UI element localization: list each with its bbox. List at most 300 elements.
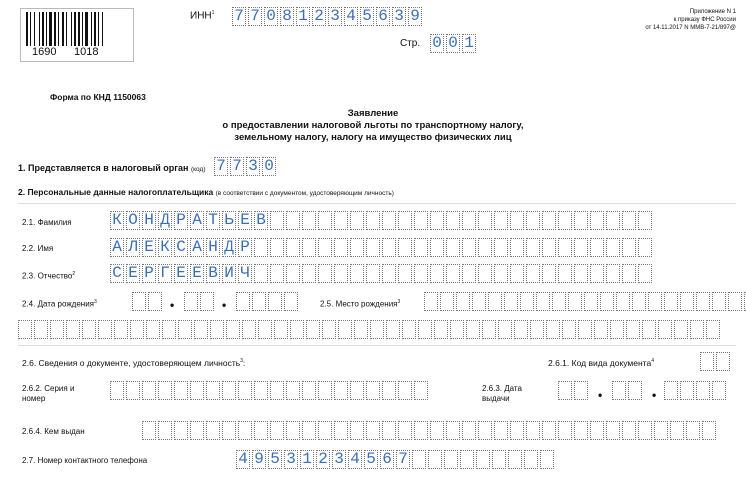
char-cell[interactable]: 1	[462, 34, 476, 53]
char-cell[interactable]	[446, 238, 460, 257]
surname-cells[interactable]	[110, 211, 654, 230]
char-cell[interactable]	[286, 238, 300, 257]
char-cell[interactable]	[306, 320, 320, 339]
char-cell[interactable]	[402, 320, 416, 339]
char-cell[interactable]	[174, 381, 188, 400]
char-cell[interactable]	[552, 292, 566, 311]
char-cell[interactable]	[98, 320, 112, 339]
char-cell[interactable]	[286, 421, 300, 440]
char-cell[interactable]	[242, 320, 256, 339]
char-cell[interactable]	[446, 211, 460, 230]
char-cell[interactable]: И	[222, 264, 236, 283]
char-cell[interactable]	[610, 320, 624, 339]
char-cell[interactable]	[350, 421, 364, 440]
char-cell[interactable]	[286, 381, 300, 400]
char-cell[interactable]	[542, 264, 556, 283]
char-cell[interactable]: Р	[238, 238, 252, 257]
char-cell[interactable]	[476, 450, 490, 469]
char-cell[interactable]	[382, 238, 396, 257]
char-cell[interactable]	[622, 211, 636, 230]
char-cell[interactable]: 6	[376, 7, 390, 26]
char-cell[interactable]	[574, 421, 588, 440]
char-cell[interactable]: 7	[230, 157, 244, 176]
char-cell[interactable]	[492, 450, 506, 469]
char-cell[interactable]: Л	[126, 238, 140, 257]
char-cell[interactable]	[366, 264, 380, 283]
char-cell[interactable]	[664, 381, 678, 400]
char-cell[interactable]: 1	[296, 7, 310, 26]
char-cell[interactable]	[654, 421, 668, 440]
char-cell[interactable]	[520, 292, 534, 311]
char-cell[interactable]	[274, 320, 288, 339]
char-cell[interactable]	[670, 421, 684, 440]
char-cell[interactable]	[334, 264, 348, 283]
char-cell[interactable]	[174, 421, 188, 440]
char-cell[interactable]	[712, 292, 726, 311]
char-cell[interactable]: В	[206, 264, 220, 283]
char-cell[interactable]: 4	[236, 450, 250, 469]
char-cell[interactable]	[126, 381, 140, 400]
char-cell[interactable]	[366, 211, 380, 230]
char-cell[interactable]	[428, 450, 442, 469]
char-cell[interactable]	[206, 421, 220, 440]
char-cell[interactable]: Г	[158, 264, 172, 283]
char-cell[interactable]	[510, 238, 524, 257]
char-cell[interactable]	[254, 264, 268, 283]
series-number-cells[interactable]	[110, 381, 430, 400]
char-cell[interactable]	[494, 421, 508, 440]
char-cell[interactable]: Д	[222, 238, 236, 257]
char-cell[interactable]	[200, 292, 214, 311]
char-cell[interactable]	[612, 381, 626, 400]
char-cell[interactable]	[440, 292, 454, 311]
char-cell[interactable]: А	[110, 238, 124, 257]
char-cell[interactable]	[504, 292, 518, 311]
char-cell[interactable]	[514, 320, 528, 339]
char-cell[interactable]	[318, 421, 332, 440]
char-cell[interactable]	[254, 238, 268, 257]
char-cell[interactable]	[334, 238, 348, 257]
char-cell[interactable]	[716, 352, 730, 371]
char-cell[interactable]: 5	[364, 450, 378, 469]
char-cell[interactable]	[366, 381, 380, 400]
issue-month-cells[interactable]	[612, 381, 644, 400]
char-cell[interactable]	[270, 238, 284, 257]
char-cell[interactable]	[616, 292, 630, 311]
char-cell[interactable]: 7	[396, 450, 410, 469]
char-cell[interactable]: 9	[408, 7, 422, 26]
char-cell[interactable]	[434, 320, 448, 339]
char-cell[interactable]	[206, 381, 220, 400]
char-cell[interactable]	[258, 320, 272, 339]
char-cell[interactable]	[194, 320, 208, 339]
char-cell[interactable]	[594, 320, 608, 339]
char-cell[interactable]	[424, 292, 438, 311]
char-cell[interactable]	[386, 320, 400, 339]
char-cell[interactable]	[590, 211, 604, 230]
char-cell[interactable]	[338, 320, 352, 339]
char-cell[interactable]: 3	[246, 157, 260, 176]
char-cell[interactable]	[270, 381, 284, 400]
char-cell[interactable]	[350, 381, 364, 400]
char-cell[interactable]: 0	[430, 34, 444, 53]
char-cell[interactable]	[536, 292, 550, 311]
char-cell[interactable]	[488, 292, 502, 311]
char-cell[interactable]	[478, 421, 492, 440]
char-cell[interactable]	[370, 320, 384, 339]
char-cell[interactable]: Р	[174, 211, 188, 230]
char-cell[interactable]: 5	[360, 7, 374, 26]
char-cell[interactable]	[50, 320, 64, 339]
issued-by-cells[interactable]	[142, 421, 718, 440]
char-cell[interactable]	[542, 211, 556, 230]
char-cell[interactable]	[446, 264, 460, 283]
char-cell[interactable]	[270, 421, 284, 440]
birthdate-day-cells[interactable]	[132, 292, 164, 311]
char-cell[interactable]: Ч	[238, 264, 252, 283]
char-cell[interactable]	[508, 450, 522, 469]
char-cell[interactable]	[302, 421, 316, 440]
char-cell[interactable]	[226, 320, 240, 339]
char-cell[interactable]	[34, 320, 48, 339]
char-cell[interactable]: А	[190, 238, 204, 257]
char-cell[interactable]	[494, 238, 508, 257]
char-cell[interactable]	[350, 211, 364, 230]
barcode-bar	[82, 12, 83, 46]
char-cell[interactable]: Т	[206, 211, 220, 230]
char-cell[interactable]	[680, 292, 694, 311]
char-cell[interactable]	[482, 320, 496, 339]
char-cell[interactable]: 2	[316, 450, 330, 469]
char-cell[interactable]	[494, 264, 508, 283]
char-cell[interactable]	[350, 238, 364, 257]
char-cell[interactable]	[334, 421, 348, 440]
char-cell[interactable]	[638, 238, 652, 257]
char-cell[interactable]	[494, 211, 508, 230]
char-cell[interactable]	[254, 381, 268, 400]
char-cell[interactable]	[270, 264, 284, 283]
char-cell[interactable]	[302, 381, 316, 400]
char-cell[interactable]	[398, 211, 412, 230]
char-cell[interactable]: 3	[328, 7, 342, 26]
char-cell[interactable]	[712, 381, 726, 400]
char-cell[interactable]	[382, 211, 396, 230]
char-cell[interactable]: О	[126, 211, 140, 230]
char-cell[interactable]	[700, 352, 714, 371]
char-cell[interactable]	[510, 264, 524, 283]
char-cell[interactable]: С	[110, 264, 124, 283]
char-cell[interactable]	[142, 381, 156, 400]
char-cell[interactable]	[158, 381, 172, 400]
char-cell[interactable]	[284, 292, 298, 311]
char-cell[interactable]: К	[158, 238, 172, 257]
char-cell[interactable]	[430, 421, 444, 440]
name-cells[interactable]	[110, 238, 654, 257]
char-cell[interactable]: 4	[348, 450, 362, 469]
char-cell[interactable]: 2	[312, 7, 326, 26]
char-cell[interactable]	[414, 264, 428, 283]
char-cell[interactable]	[334, 381, 348, 400]
char-cell[interactable]	[622, 421, 636, 440]
char-cell[interactable]: С	[174, 238, 188, 257]
char-cell[interactable]: 5	[268, 450, 282, 469]
char-cell[interactable]	[526, 238, 540, 257]
char-cell[interactable]: Н	[142, 211, 156, 230]
page-cells[interactable]	[430, 34, 478, 53]
char-cell[interactable]	[558, 381, 572, 400]
patronymic-cells[interactable]	[110, 264, 654, 283]
char-cell[interactable]	[286, 264, 300, 283]
char-cell[interactable]	[632, 292, 646, 311]
char-cell[interactable]: Н	[206, 238, 220, 257]
char-cell[interactable]	[114, 320, 128, 339]
char-cell[interactable]	[558, 238, 572, 257]
char-cell[interactable]	[472, 292, 486, 311]
char-cell[interactable]	[574, 238, 588, 257]
char-cell[interactable]	[270, 211, 284, 230]
char-cell[interactable]	[268, 292, 282, 311]
char-cell[interactable]: Е	[238, 211, 252, 230]
char-cell[interactable]	[546, 320, 560, 339]
char-cell[interactable]	[398, 381, 412, 400]
char-cell[interactable]	[690, 320, 704, 339]
char-cell[interactable]	[600, 292, 614, 311]
char-cell[interactable]	[366, 238, 380, 257]
char-cell[interactable]	[366, 421, 380, 440]
char-cell[interactable]: 3	[284, 450, 298, 469]
char-cell[interactable]	[18, 320, 32, 339]
char-cell[interactable]: 3	[332, 450, 346, 469]
char-cell[interactable]	[238, 381, 252, 400]
char-cell[interactable]	[574, 264, 588, 283]
char-cell[interactable]	[190, 421, 204, 440]
char-cell[interactable]	[254, 421, 268, 440]
char-cell[interactable]	[450, 320, 464, 339]
char-cell[interactable]	[542, 238, 556, 257]
char-cell[interactable]: Е	[142, 238, 156, 257]
char-cell[interactable]	[574, 211, 588, 230]
char-cell[interactable]	[664, 292, 678, 311]
char-cell[interactable]: В	[254, 211, 268, 230]
char-cell[interactable]	[526, 211, 540, 230]
phone-cells[interactable]	[236, 450, 556, 469]
char-cell[interactable]	[568, 292, 582, 311]
char-cell[interactable]	[558, 211, 572, 230]
char-cell[interactable]: 8	[280, 7, 294, 26]
char-cell[interactable]	[130, 320, 144, 339]
char-cell[interactable]	[462, 238, 476, 257]
char-cell[interactable]	[590, 238, 604, 257]
char-cell[interactable]	[584, 292, 598, 311]
form-title-line-2: о предоставлении налоговой льготы по транспортному налогу,	[222, 120, 524, 131]
char-cell[interactable]	[418, 320, 432, 339]
inn-cells[interactable]	[232, 7, 424, 26]
char-cell[interactable]: Е	[190, 264, 204, 283]
char-cell[interactable]	[222, 421, 236, 440]
char-cell[interactable]	[222, 381, 236, 400]
char-cell[interactable]	[462, 264, 476, 283]
char-cell[interactable]	[526, 264, 540, 283]
char-cell[interactable]	[606, 211, 620, 230]
char-cell[interactable]	[606, 264, 620, 283]
char-cell[interactable]	[510, 211, 524, 230]
char-cell[interactable]	[542, 421, 556, 440]
char-cell[interactable]	[524, 450, 538, 469]
char-cell[interactable]	[430, 264, 444, 283]
char-cell[interactable]	[478, 211, 492, 230]
char-cell[interactable]	[238, 421, 252, 440]
char-cell[interactable]	[354, 320, 368, 339]
char-cell[interactable]	[302, 264, 316, 283]
char-cell[interactable]: К	[110, 211, 124, 230]
char-cell[interactable]	[642, 320, 656, 339]
char-cell[interactable]	[398, 238, 412, 257]
char-cell[interactable]	[382, 264, 396, 283]
char-cell[interactable]	[622, 238, 636, 257]
char-cell[interactable]: 9	[252, 450, 266, 469]
char-cell[interactable]: 6	[380, 450, 394, 469]
char-cell[interactable]	[702, 421, 716, 440]
char-cell[interactable]	[318, 238, 332, 257]
char-cell[interactable]	[414, 211, 428, 230]
char-cell[interactable]: А	[190, 211, 204, 230]
doc-code-cells[interactable]	[700, 352, 732, 371]
char-cell[interactable]	[210, 320, 224, 339]
char-cell[interactable]	[648, 292, 662, 311]
char-cell[interactable]	[638, 211, 652, 230]
char-cell[interactable]	[478, 238, 492, 257]
char-cell[interactable]	[444, 450, 458, 469]
char-cell[interactable]	[162, 320, 176, 339]
char-cell[interactable]	[674, 320, 688, 339]
char-cell[interactable]	[430, 238, 444, 257]
char-cell[interactable]	[540, 450, 554, 469]
char-cell[interactable]	[286, 211, 300, 230]
char-cell[interactable]	[236, 292, 250, 311]
char-cell[interactable]	[382, 421, 396, 440]
char-cell[interactable]	[398, 421, 412, 440]
char-cell[interactable]	[146, 320, 160, 339]
appendix-note: Приложение N 1 к приказу ФНС России от 14.11.2017 N ММВ-7-21/897@	[645, 9, 736, 31]
char-cell[interactable]	[530, 320, 544, 339]
char-cell[interactable]	[462, 211, 476, 230]
char-cell[interactable]: Е	[126, 264, 140, 283]
char-cell[interactable]: Ь	[222, 211, 236, 230]
char-cell[interactable]	[590, 264, 604, 283]
char-cell[interactable]	[622, 264, 636, 283]
issue-year-cells[interactable]	[664, 381, 728, 400]
char-cell[interactable]	[460, 450, 474, 469]
char-cell[interactable]	[606, 238, 620, 257]
char-cell[interactable]: 3	[392, 7, 406, 26]
char-cell[interactable]	[290, 320, 304, 339]
char-cell[interactable]	[412, 450, 426, 469]
char-cell[interactable]: Р	[142, 264, 156, 283]
char-cell[interactable]	[706, 320, 720, 339]
char-cell[interactable]	[562, 320, 576, 339]
char-cell[interactable]	[558, 421, 572, 440]
char-cell[interactable]	[526, 421, 540, 440]
char-cell[interactable]: 1	[300, 450, 314, 469]
char-cell[interactable]	[478, 264, 492, 283]
char-cell[interactable]	[466, 320, 480, 339]
char-cell[interactable]	[334, 211, 348, 230]
char-cell[interactable]	[414, 238, 428, 257]
char-cell[interactable]	[148, 292, 162, 311]
char-cell[interactable]	[574, 381, 588, 400]
char-cell[interactable]	[318, 211, 332, 230]
char-cell[interactable]	[462, 421, 476, 440]
char-cell[interactable]	[66, 320, 80, 339]
char-cell[interactable]: 0	[264, 7, 278, 26]
char-cell[interactable]	[638, 421, 652, 440]
birthdate-month-cells[interactable]	[184, 292, 216, 311]
char-cell[interactable]	[318, 381, 332, 400]
char-cell[interactable]: 7	[248, 7, 262, 26]
char-cell[interactable]	[382, 381, 396, 400]
char-cell[interactable]	[638, 264, 652, 283]
char-cell[interactable]: 0	[262, 157, 276, 176]
char-cell[interactable]	[680, 381, 694, 400]
birthplace-cells-row1[interactable]	[424, 292, 746, 311]
char-cell[interactable]: 7	[232, 7, 246, 26]
char-cell[interactable]	[190, 381, 204, 400]
char-cell[interactable]: Е	[174, 264, 188, 283]
char-cell[interactable]	[318, 264, 332, 283]
char-cell[interactable]	[728, 292, 742, 311]
char-cell[interactable]: 7	[214, 157, 228, 176]
char-cell[interactable]	[626, 320, 640, 339]
char-cell[interactable]	[184, 292, 198, 311]
char-cell[interactable]	[132, 292, 146, 311]
issue-day-cells[interactable]	[558, 381, 590, 400]
char-cell[interactable]	[252, 292, 266, 311]
char-cell[interactable]	[82, 320, 96, 339]
char-cell[interactable]: 4	[344, 7, 358, 26]
tax-office-code-cells[interactable]	[214, 157, 278, 176]
char-cell[interactable]	[578, 320, 592, 339]
char-cell[interactable]	[414, 381, 428, 400]
char-cell[interactable]	[158, 421, 172, 440]
char-cell[interactable]	[302, 211, 316, 230]
char-cell[interactable]	[558, 264, 572, 283]
char-cell[interactable]	[590, 421, 604, 440]
char-cell[interactable]	[510, 421, 524, 440]
char-cell[interactable]	[628, 381, 642, 400]
char-cell[interactable]	[696, 381, 710, 400]
char-cell[interactable]	[414, 421, 428, 440]
char-cell[interactable]	[606, 421, 620, 440]
birthplace-cells-row2[interactable]	[18, 320, 722, 339]
char-cell[interactable]	[302, 238, 316, 257]
char-cell[interactable]	[686, 421, 700, 440]
char-cell[interactable]	[696, 292, 710, 311]
char-cell[interactable]	[498, 320, 512, 339]
char-cell[interactable]: Д	[158, 211, 172, 230]
birthdate-year-cells[interactable]	[236, 292, 300, 311]
char-cell[interactable]	[430, 211, 444, 230]
char-cell[interactable]	[446, 421, 460, 440]
char-cell[interactable]	[178, 320, 192, 339]
char-cell[interactable]	[110, 381, 124, 400]
char-cell[interactable]: 0	[446, 34, 460, 53]
char-cell[interactable]	[350, 264, 364, 283]
char-cell[interactable]	[322, 320, 336, 339]
char-cell[interactable]	[658, 320, 672, 339]
char-cell[interactable]	[142, 421, 156, 440]
char-cell[interactable]	[398, 264, 412, 283]
char-cell[interactable]	[456, 292, 470, 311]
